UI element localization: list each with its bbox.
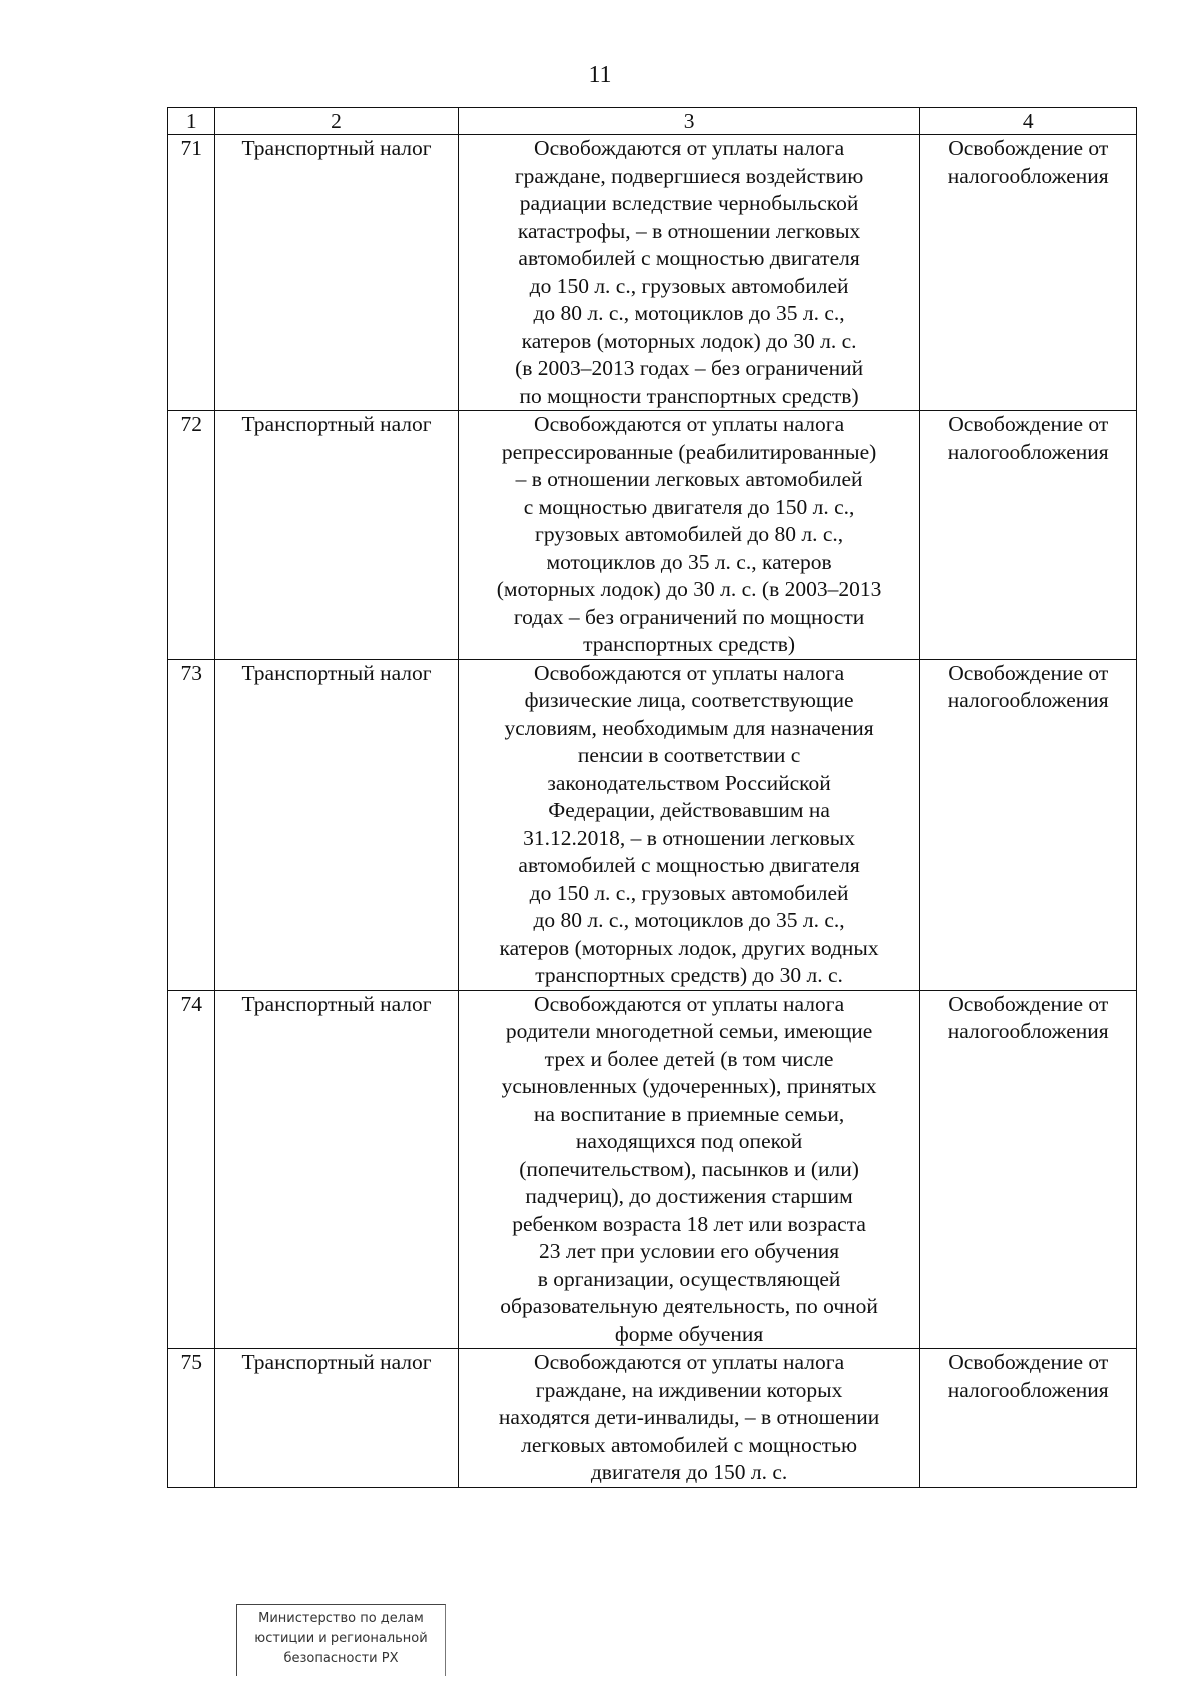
benefit-description: Освобождаются от уплаты налога граждане, на иждивении которых находятся дети-инвалиды, – в отношении легковых автомобилей с мощностью двигателя до 150 л. с. [458, 1349, 920, 1488]
column-header-2: 2 [215, 108, 458, 135]
table-row [168, 990, 1137, 1349]
table-row [168, 135, 1137, 411]
benefit-description: Освобождаются от уплаты налога физические лица, соответствующие условиям, необходимым для назначения пенсии в соответствии с законодательством Российской Федерации, действовавшим на 31.12.2018, – в отношении легковых автомобилей с мощностью двигателя до 150 л. с., грузовых автомобилей до 80 л. с., мотоциклов до 35 л. с., катеров (моторных лодок, других водных транспортных средств) до 30 л. с. [458, 659, 920, 990]
row-number: 71 [168, 135, 215, 411]
benefit-description: Освобождаются от уплаты налога граждане, подвергшиеся воздействию радиации вследствие чернобыльской катастрофы, – в отношении легковых автомобилей с мощностью двигателя до 150 л. с., грузовых автомобилей до 80 л. с., мотоциклов до 35 л. с., катеров (моторных лодок) до 30 л. с. (в 2003–2013 годах – без ограничений по мощности транспортных средств) [458, 135, 920, 411]
stamp-line: безопасности РХ [283, 1651, 399, 1666]
tax-benefits-table [167, 107, 1137, 1488]
page-number: 11 [588, 62, 612, 88]
row-number: 75 [168, 1349, 215, 1488]
stamp-line: юстиции и региональной [254, 1631, 428, 1646]
benefit-type: Освобождение от налогообложения [920, 1349, 1137, 1488]
ministry-stamp [236, 1604, 446, 1676]
tax-name: Транспортный налог [215, 411, 458, 660]
benefit-description: Освобождаются от уплаты налога родители многодетной семьи, имеющие трех и более детей (в том числе усыновленных (удочеренных), принятых на воспитание в приемные семьи, находящихся под опекой (попечительством), пасынков и (или) падчериц), до достижения старшим ребенком возраста 18 лет или возраста 23 лет при условии его обучения в организации, осуществляющей образовательную деятельность, по очной форме обучения [458, 990, 920, 1349]
tax-name: Транспортный налог [215, 1349, 458, 1488]
column-header-4: 4 [920, 108, 1137, 135]
table-header-row [168, 108, 1137, 135]
tax-name: Транспортный налог [215, 990, 458, 1349]
stamp-line: Министерство по делам [258, 1611, 424, 1626]
row-number: 73 [168, 659, 215, 990]
table-row [168, 411, 1137, 660]
table-row [168, 659, 1137, 990]
tax-name: Транспортный налог [215, 659, 458, 990]
tax-name: Транспортный налог [215, 135, 458, 411]
column-header-3: 3 [458, 108, 920, 135]
row-number: 72 [168, 411, 215, 660]
benefit-type: Освобождение от налогообложения [920, 990, 1137, 1349]
benefit-description: Освобождаются от уплаты налога репрессированные (реабилитированные) – в отношении легковых автомобилей с мощностью двигателя до 150 л. с., грузовых автомобилей до 80 л. с., мотоциклов до 35 л. с., катеров (моторных лодок) до 30 л. с. (в 2003–2013 годах – без ограничений по мощности транспортных средств) [458, 411, 920, 660]
table-row [168, 1349, 1137, 1488]
benefit-type: Освобождение от налогообложения [920, 411, 1137, 660]
benefit-type: Освобождение от налогообложения [920, 135, 1137, 411]
column-header-1: 1 [168, 108, 215, 135]
row-number: 74 [168, 990, 215, 1349]
benefit-type: Освобождение от налогообложения [920, 659, 1137, 990]
